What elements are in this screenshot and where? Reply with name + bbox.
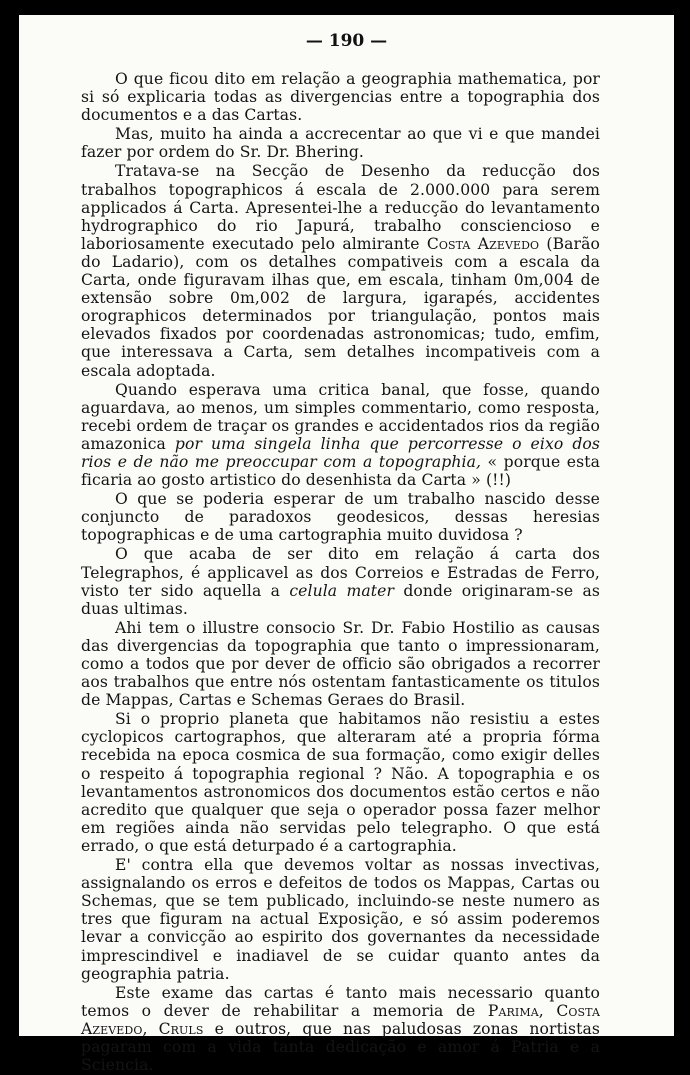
text-run: e outros, que nas paludosas zonas nortistas pagaram com a vida tanta dedicação e amor á Patria e a Sciencia. xyxy=(81,1019,600,1075)
text-run: Mas, muito ha ainda a accrecentar ao que vi e que mandei fazer por ordem do Sr. Dr. Bhering. xyxy=(81,125,600,162)
text-run: Tratava-se na Secção de Desenho da reducção dos trabalhos topographicos á escala de 2.000.000 para serem applicados á Carta. Apresentei-lhe a reducção do levantamento hydrographico do rio Japurá, trabalho consciencioso e laboriosamente executado pelo almirante xyxy=(81,162,600,253)
text-run: Este exame das cartas é tanto mais necessario quanto temos o dever de rehabilitar a memoria de xyxy=(81,983,600,1020)
paragraph xyxy=(81,125,600,161)
text-run: , xyxy=(538,1001,557,1020)
text-run: , xyxy=(142,1019,159,1038)
paragraph xyxy=(81,710,600,855)
text-run: O que ficou dito em relação a geographia mathematica, por si só explicaria todas as divergencias entre a topographia dos documentos e a das Cartas. xyxy=(81,70,600,125)
text-run: « porque esta ficaria ao gosto artistico do desenhista da Carta » (!!) xyxy=(81,452,600,490)
page-number: — 190 — xyxy=(305,31,388,51)
text-run: por uma singela linha que percorresse o eixo dos rios e de não me preoccupar com a topographia, xyxy=(81,434,600,471)
text-run: Parima xyxy=(487,1001,539,1020)
text-run: Ahi tem o illustre consocio Sr. Dr. Fabio Hostilio as causas das divergencias da topographia que tanto o impressionaram, como a todos que por dever de officio são obrigados a recorrer aos trabalhos que entre nós ostentam fantasticamente os titulos de Mappas, Cartas e Schemas Geraes do Brasil. xyxy=(81,618,600,710)
paragraph xyxy=(81,984,600,1074)
text-run: E' contra ella que devemos voltar as nossas invectivas, assignalando os erros e defeitos de todos os Mappas, Cartas ou Schemas, que se tem publicado, incluindo-se neste numero as tres que figuram na actual Exposição, e só assim poderemos levar a convicção ao espirito dos governantes da necessidade imprescindivel e inadiavel de se cuidar quanto antes da geographia patria. xyxy=(81,856,600,983)
paragraph xyxy=(81,545,600,617)
text-run: O que acaba de ser dito em relação á carta dos Telegraphos, é applicavel as dos Correios e Estradas de Ferro, visto ter sido aquella a xyxy=(81,545,600,600)
text-run: Si o proprio planeta que habitamos não resistiu a estes cyclopicos cartographos, que alteraram até a propria fórma recebida na epoca cosmica de sua formação, como exigir delles o respeito á topographia regional ? Não. A topographia e os levantamentos astronomicos dos documentos estão certos e não acredito que qualquer que seja o operador possa fazer melhor em regiões ainda não servidas pelo telegrapho. O que está errado, o que está deturpado é a cartographia. xyxy=(81,710,600,855)
paragraph xyxy=(81,381,600,490)
book-page xyxy=(19,15,674,1075)
text-run: Costa Azevedo xyxy=(426,234,540,253)
text-run: Costa Azevedo xyxy=(81,1001,600,1038)
paragraph xyxy=(81,162,600,379)
text-run: celula mater xyxy=(289,581,395,600)
paragraph xyxy=(81,856,600,983)
text-run: O que se poderia esperar de um trabalho nascido desse conjuncto de paradoxos geodesicos, dessas heresias topographicas e de uma cartographia muito duvidosa ? xyxy=(81,490,600,545)
paragraph xyxy=(81,619,600,709)
paragraph xyxy=(81,490,600,544)
body-text xyxy=(81,70,600,1075)
text-run: Quando esperava uma critica banal, que fosse, quando aguardava, ao menos, um simples commentario, como resposta, recebi ordem de traçar os grandes e accidentados rios da região amazonica xyxy=(81,380,600,453)
text-run: (Barão do Ladario), com os detalhes compativeis com a escala da Carta, onde figuravam ilhas que, em escala, tinham 0m,004 de extensão sobre 0m,002 de largura, igarapés, accidentes orographicos determinados por triangulação, pontos mais elevados fixados por coordenadas astronomicas; tudo, emfim, que interessava a Carta, sem detalhes incompativeis com a escala adoptada. xyxy=(81,234,600,380)
text-run: Cruls xyxy=(158,1019,204,1038)
paragraph xyxy=(81,70,600,124)
text-run: donde originaram-se as duas ultimas. xyxy=(81,581,600,618)
